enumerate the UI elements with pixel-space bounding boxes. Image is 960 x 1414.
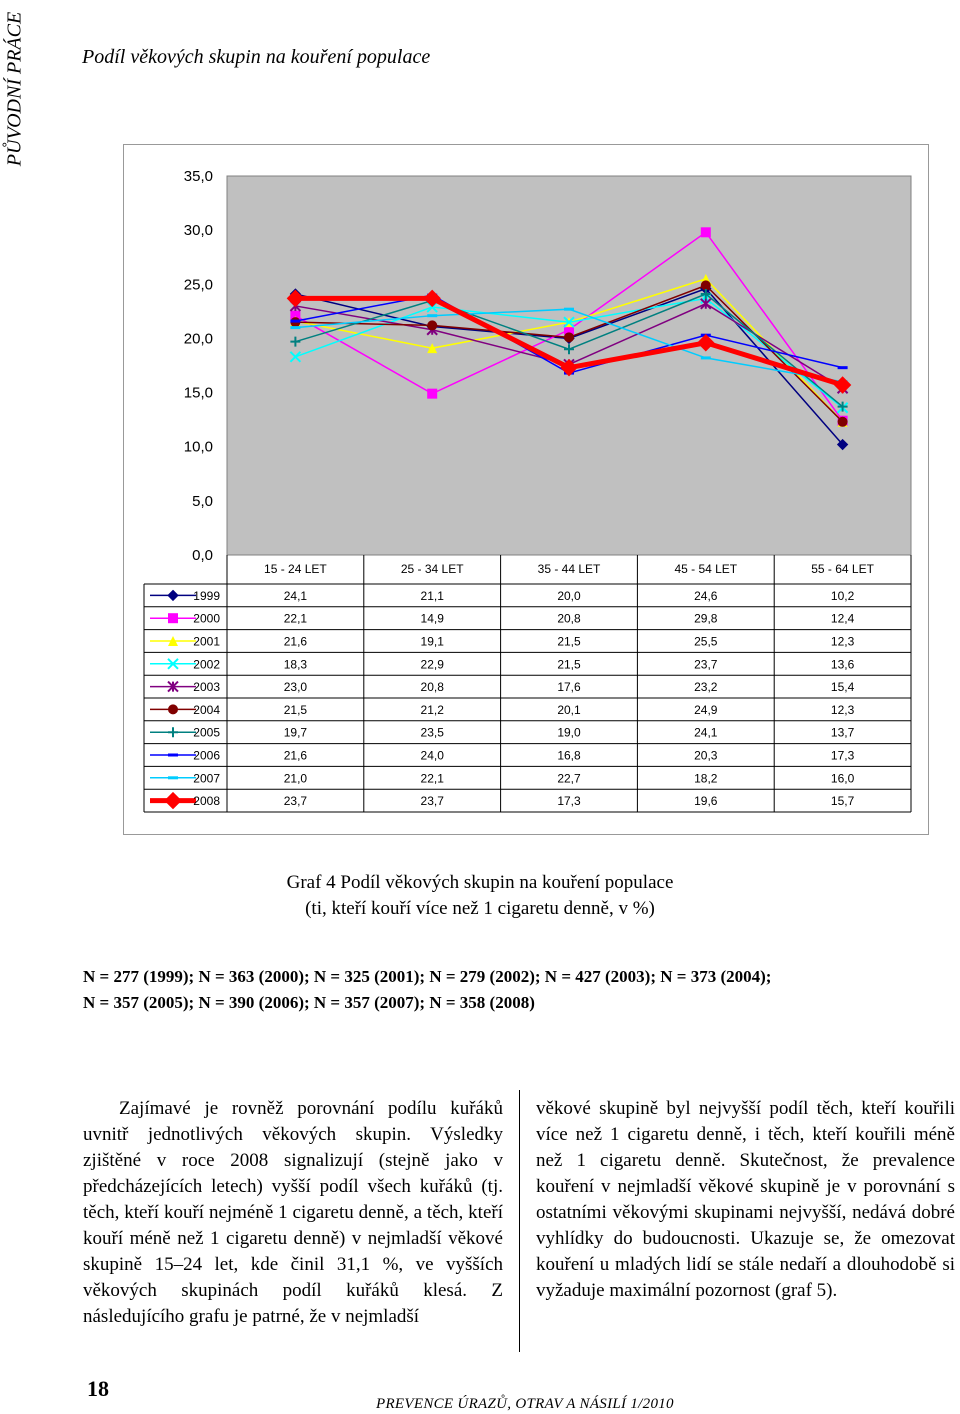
table-cell-value: 23,7	[283, 794, 308, 809]
legend-year-label: 2004	[193, 702, 220, 717]
y-tick-label: 0,0	[192, 547, 213, 564]
journal-footer: PREVENCE ÚRAZŮ, OTRAV A NÁSILÍ 1/2010	[376, 1396, 674, 1412]
body-column-left	[83, 1096, 503, 1330]
column-divider	[519, 1090, 520, 1352]
table-cell-value: 19,1	[420, 634, 444, 649]
table-cell-value: 25,5	[694, 634, 718, 649]
data-point-2006	[838, 366, 848, 369]
table-cell-value: 21,2	[420, 702, 444, 717]
table-cell-value: 21,6	[283, 748, 308, 763]
table-cell-value: 23,5	[420, 725, 444, 740]
table-cell-value: 24,1	[694, 725, 718, 740]
table-cell-value: 24,1	[283, 588, 308, 603]
table-cell-value: 22,9	[420, 657, 444, 672]
legend-year-label: 2001	[193, 634, 220, 649]
body-paragraph-right: věkové skupině byl nejvyšší podíl těch, kteří kouřili více než 1 cigaretu denně, i těch, kteří kouřili méně než 1 cigaretu denně. Skutečnost, že prevalence kouření v nejmladší věkové skupině je v porovnání s ostatními věkovými skupinami nejvyšší, nedává dobré vyhlídky do budoucnosti. Ukazuje se, že omezovat kouření u mladých lidí se stále nedaří a dlouhodobě si vyžaduje maximální pozornost (graf 5).	[536, 1098, 955, 1301]
x-category-label: 45 - 54 LET	[674, 562, 738, 576]
data-point-2004	[427, 320, 437, 330]
x-category-label: 55 - 64 LET	[811, 562, 874, 576]
table-cell-value: 24,0	[420, 748, 444, 763]
table-cell-value: 23,7	[420, 794, 444, 809]
x-category-label: 35 - 44 LET	[537, 562, 601, 576]
body-paragraph-left: Zajímavé je rovněž porovnání podílu kuřáků uvnitř jednotlivých věkových skupin. Výsledky zjištěné v roce 2008 signalizují (stejně jako v předcházejících letech) vyšší podíl všech kuřáků (tj. těch, kteří kouří nejméně 1 cigaretu denně, a těch, kteří kouří méně než 1 cigaretu denně) v nejmladší věkové skupině 15–24 let, kde činil 31,1 %, ve vyšších věkových skupinách podíl kuřáků klesá. Z následujícího grafu je patrné, že v nejmladší	[83, 1098, 503, 1327]
section-label	[4, 4, 26, 174]
line-chart	[124, 145, 928, 834]
table-cell-value: 12,3	[830, 702, 855, 717]
legend-marker-1999	[168, 590, 178, 600]
table-cell-value: 19,7	[283, 725, 308, 740]
table-cell-value: 15,4	[830, 680, 855, 695]
table-cell-value: 20,8	[557, 611, 581, 626]
legend-year-label: 2006	[193, 748, 220, 763]
data-point-2000	[701, 227, 711, 237]
table-cell-value: 17,6	[557, 680, 581, 695]
table-cell-value: 16,8	[557, 748, 581, 763]
legend-year-label: 2005	[193, 725, 220, 740]
table-cell-value: 20,1	[557, 702, 581, 717]
table-cell-value: 23,2	[694, 680, 718, 695]
data-point-2006	[290, 320, 300, 323]
y-tick-label: 35,0	[183, 168, 213, 185]
table-cell-value: 13,7	[830, 725, 855, 740]
y-tick-label: 10,0	[183, 438, 213, 456]
legend-year-label: 2000	[193, 611, 220, 626]
data-point-2004	[564, 332, 574, 342]
chart-container	[123, 144, 929, 835]
legend-marker-2004	[168, 704, 178, 714]
legend-year-label: 2002	[193, 657, 220, 672]
data-point-2007	[290, 326, 300, 329]
table-cell-value: 21,1	[420, 588, 444, 603]
table-cell-value: 12,3	[830, 634, 855, 649]
legend-marker-2008	[165, 793, 181, 809]
table-cell-value: 18,3	[283, 657, 308, 672]
table-cell-value: 21,5	[283, 702, 308, 717]
y-tick-label: 20,0	[183, 330, 213, 348]
chart-heading: Podíl věkových skupin na kouření populace	[82, 46, 431, 68]
data-point-2007	[564, 308, 574, 311]
x-category-label: 25 - 34 LET	[400, 562, 464, 576]
y-tick-label: 30,0	[183, 222, 213, 240]
y-tick-label: 25,0	[183, 276, 213, 294]
table-cell-value: 29,8	[694, 611, 718, 626]
table-cell-value: 17,3	[830, 748, 855, 763]
table-cell-value: 17,3	[557, 794, 581, 809]
page-number: 18	[87, 1376, 109, 1401]
data-point-2004	[838, 417, 848, 427]
sample-size-note-2: N = 357 (2005); N = 390 (2006); N = 357 (2007); N = 358 (2008)	[83, 993, 535, 1012]
table-cell-value: 20,8	[420, 680, 444, 695]
table-cell-value: 23,0	[283, 680, 308, 695]
table-cell-value: 21,5	[557, 657, 581, 672]
figure-caption-title: Graf 4 Podíl věkových skupin na kouření populace	[286, 872, 674, 893]
table-cell-value: 20,0	[557, 588, 581, 603]
table-cell-value: 12,4	[830, 611, 855, 626]
legend-marker-2005	[168, 727, 178, 737]
table-cell-value: 20,3	[694, 748, 718, 763]
section-label-text: PŮVODNÍ PRÁCE	[3, 11, 26, 167]
legend-year-label: 2003	[193, 680, 220, 695]
table-cell-value: 16,0	[830, 771, 855, 786]
table-cell-value: 24,6	[694, 588, 718, 603]
table-cell-value: 10,2	[830, 588, 855, 603]
table-cell-value: 14,9	[420, 611, 444, 626]
data-point-2004	[701, 280, 711, 290]
table-cell-value: 22,7	[557, 771, 581, 786]
table-cell-value: 13,6	[830, 657, 855, 672]
y-tick-label: 15,0	[183, 384, 213, 402]
data-point-2007	[701, 356, 711, 359]
table-cell-value: 18,2	[694, 771, 718, 786]
legend-marker-2007	[168, 776, 178, 779]
legend-year-label: 2008	[193, 794, 220, 809]
table-cell-value: 21,6	[283, 634, 308, 649]
legend-year-label: 2007	[193, 771, 220, 786]
data-point-2000	[427, 389, 437, 399]
table-cell-value: 22,1	[420, 771, 444, 786]
table-cell-value: 19,0	[557, 725, 581, 740]
table-cell-value: 21,5	[557, 634, 581, 649]
sample-size-note-1: N = 277 (1999); N = 363 (2000); N = 325 (2001); N = 279 (2002); N = 427 (2003); N = 373 (2004);	[83, 967, 772, 986]
table-cell-value: 15,7	[830, 794, 855, 809]
figure-caption-subtitle: (ti, kteří kouří více než 1 cigaretu denně, v %)	[305, 898, 655, 919]
body-column-right	[536, 1096, 955, 1304]
table-cell-value: 22,1	[283, 611, 308, 626]
table-cell-value: 23,7	[694, 657, 718, 672]
data-point-2007	[427, 314, 437, 317]
legend-marker-2000	[168, 613, 178, 623]
legend-year-label: 1999	[193, 588, 220, 603]
table-cell-value: 21,0	[283, 771, 308, 786]
table-cell-value: 19,6	[694, 794, 718, 809]
y-tick-label: 5,0	[192, 492, 213, 510]
x-category-label: 15 - 24 LET	[264, 562, 327, 576]
legend-marker-2006	[168, 754, 178, 757]
table-cell-value: 24,9	[694, 702, 718, 717]
